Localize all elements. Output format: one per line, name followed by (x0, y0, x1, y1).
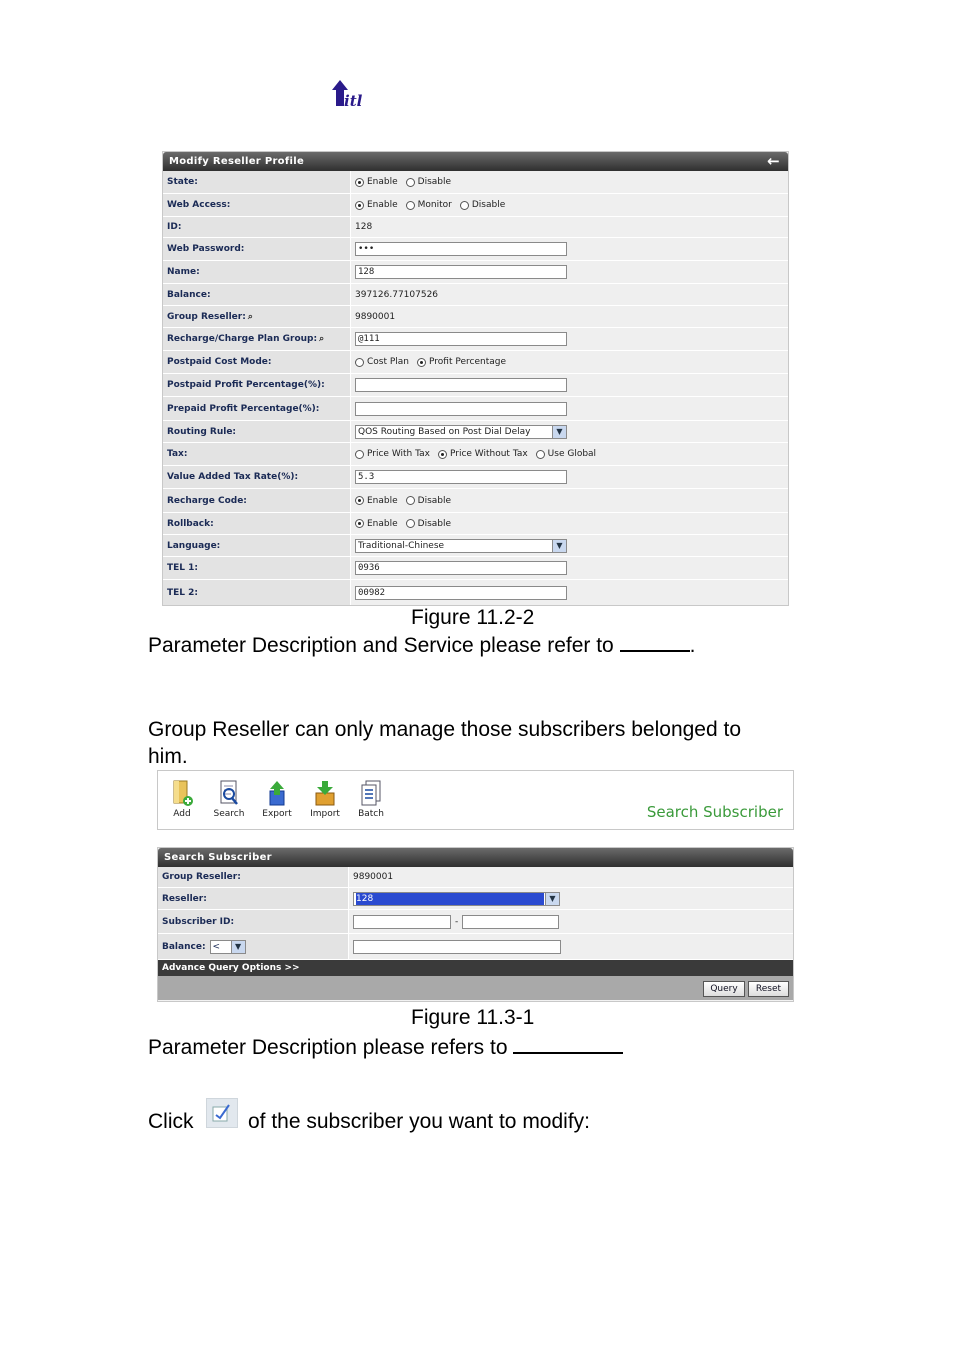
balance-label: Balance: < ▼ (158, 934, 349, 959)
name-label: Name: (163, 261, 351, 283)
postpaid-mode-label: Postpaid Cost Mode: (163, 351, 351, 373)
search-subscriber-panel (157, 847, 794, 1002)
radio-icon (536, 450, 545, 459)
reset-button[interactable]: Reset (748, 981, 789, 997)
tel1-input[interactable]: 0936 (355, 561, 567, 575)
company-logo (330, 78, 370, 110)
row-id (163, 217, 788, 238)
radio-icon (438, 450, 447, 459)
reseller-select[interactable]: 128 ▼ (353, 892, 560, 906)
chevron-down-icon: ▼ (231, 941, 245, 953)
radio-icon (406, 178, 415, 187)
web-access-label: Web Access: (163, 194, 351, 216)
rollback-enable-radio[interactable]: Enable (355, 519, 398, 529)
subscriber-id-to-input[interactable] (462, 915, 559, 929)
row-recharge-code (163, 489, 788, 513)
row-tax (163, 443, 788, 466)
tel2-input[interactable]: 00982 (355, 586, 567, 600)
radio-icon (355, 358, 364, 367)
radio-icon (355, 496, 364, 505)
row-balance (163, 284, 788, 306)
tax-label: Tax: (163, 443, 351, 465)
language-select[interactable]: Traditional-Chinese ▼ (355, 539, 567, 553)
state-disable-radio[interactable]: Disable (406, 177, 451, 187)
figure-caption-1: Figure 11.2-2 (411, 606, 535, 629)
export-icon (265, 779, 289, 807)
reseller-label: Reseller: (158, 888, 349, 909)
subscriber-id-from-input[interactable] (353, 915, 451, 929)
advanced-query-toggle[interactable]: Advance Query Options >> (158, 960, 793, 976)
modify-reseller-panel (162, 151, 789, 606)
chevron-down-icon: ▼ (552, 426, 566, 438)
radio-icon (355, 178, 364, 187)
balance-label: Balance: (163, 284, 351, 305)
group-reseller-label: Group Reseller: (158, 867, 349, 887)
magnifier-icon[interactable]: ⌕ (319, 334, 325, 344)
row-vat-rate (163, 466, 788, 489)
group-reseller-value: 9890001 (351, 306, 788, 327)
vat-rate-input[interactable]: 5.3 (355, 470, 567, 484)
row-prepaid-profit (163, 397, 788, 421)
back-arrow-icon[interactable]: ← (767, 152, 780, 170)
click-text: Click (148, 1110, 194, 1133)
row-postpaid-mode (163, 351, 788, 374)
balance-input[interactable] (353, 940, 561, 954)
paragraph-2-line1: Group Reseller can only manage those subscribers belonged to (148, 718, 742, 741)
rollback-label: Rollback: (163, 513, 351, 534)
range-separator: - (455, 916, 459, 927)
click-instruction: of the subscriber you want to modify: (248, 1110, 590, 1133)
state-label: State: (163, 171, 351, 193)
row-postpaid-profit (163, 374, 788, 397)
import-button[interactable]: Import (305, 779, 345, 819)
add-button[interactable]: Add (162, 779, 202, 819)
row-tel1 (163, 557, 788, 580)
radio-icon (417, 358, 426, 367)
svg-text:itl: itl (344, 92, 363, 110)
tel2-label: TEL 2: (163, 580, 351, 605)
paragraph-1: Parameter Description and Service please refer to . (148, 634, 696, 657)
recharge-plan-label: Recharge/Charge Plan Group: ⌕ (163, 328, 351, 350)
row-name (163, 261, 788, 284)
reference-blank (620, 632, 690, 652)
row-group-reseller (158, 867, 793, 888)
use-global-radio[interactable]: Use Global (536, 449, 596, 459)
row-balance (158, 934, 793, 960)
prepaid-profit-label: Prepaid Profit Percentage(%): (163, 397, 351, 420)
row-rollback (163, 513, 788, 535)
id-value: 128 (351, 217, 788, 237)
id-label: ID: (163, 217, 351, 237)
rollback-disable-radio[interactable]: Disable (406, 519, 451, 529)
row-web-access (163, 194, 788, 217)
panel-title: Search Subscriber (164, 852, 272, 863)
row-reseller (158, 888, 793, 910)
radio-icon (355, 450, 364, 459)
radio-icon (355, 201, 364, 210)
add-icon (170, 779, 194, 807)
price-with-tax-radio[interactable]: Price With Tax (355, 449, 430, 459)
batch-button[interactable]: Batch (351, 779, 391, 819)
prepaid-profit-input[interactable] (355, 402, 567, 416)
figure-caption-2: Figure 11.3-1 (411, 1006, 535, 1029)
radio-icon (406, 496, 415, 505)
modify-icon (206, 1098, 238, 1128)
toolbar-title: Search Subscriber (646, 803, 783, 821)
reference-blank (513, 1034, 623, 1054)
name-input[interactable]: 128 (355, 265, 567, 279)
radio-icon (406, 519, 415, 528)
group-reseller-label: Group Reseller: ⌕ (163, 306, 351, 327)
postpaid-profit-input[interactable] (355, 378, 567, 392)
subscriber-toolbar (157, 770, 794, 830)
panel-header (163, 152, 788, 171)
chevron-down-icon: ▼ (545, 893, 559, 905)
import-icon (313, 779, 337, 807)
recharge-plan-input[interactable]: @111 (355, 332, 567, 346)
magnifier-icon[interactable]: ⌕ (247, 311, 253, 322)
radio-icon (460, 201, 469, 210)
balance-operator-select[interactable]: < ▼ (210, 940, 246, 954)
query-button[interactable]: Query (703, 981, 745, 997)
batch-icon (359, 779, 383, 807)
panel-title: Modify Reseller Profile (169, 156, 305, 167)
routing-rule-select[interactable]: QOS Routing Based on Post Dial Delay ▼ (355, 425, 567, 439)
tel1-label: TEL 1: (163, 557, 351, 579)
subscriber-id-label: Subscriber ID: (158, 910, 349, 933)
vat-rate-label: Value Added Tax Rate(%): (163, 466, 351, 488)
state-enable-radio[interactable]: Enable (355, 177, 398, 187)
paragraph-3: Parameter Description please refers to (148, 1034, 623, 1060)
web-access-monitor-radio[interactable]: Monitor (406, 200, 452, 210)
panel-header (158, 848, 793, 867)
web-password-label: Web Password: (163, 238, 351, 260)
row-tel2 (163, 580, 788, 605)
language-label: Language: (163, 535, 351, 556)
row-language (163, 535, 788, 557)
price-without-tax-radio[interactable]: Price Without Tax (438, 449, 528, 459)
paragraph-2-line2: him. (148, 745, 188, 768)
export-button[interactable]: Export (257, 779, 297, 819)
profit-percentage-radio[interactable]: Profit Percentage (417, 357, 506, 367)
recharge-code-enable-radio[interactable]: Enable (355, 496, 398, 506)
group-reseller-value: 9890001 (349, 867, 793, 887)
radio-icon (355, 519, 364, 528)
recharge-code-label: Recharge Code: (163, 489, 351, 512)
row-recharge-plan (163, 328, 788, 351)
row-group-reseller (163, 306, 788, 328)
recharge-code-disable-radio[interactable]: Disable (406, 496, 451, 506)
row-subscriber-id (158, 910, 793, 934)
chevron-down-icon: ▼ (552, 540, 566, 552)
row-routing-rule (163, 421, 788, 443)
web-access-disable-radio[interactable]: Disable (460, 200, 505, 210)
routing-rule-label: Routing Rule: (163, 421, 351, 442)
row-state (163, 171, 788, 194)
postpaid-profit-label: Postpaid Profit Percentage(%): (163, 374, 351, 396)
search-button[interactable]: Search (209, 779, 249, 819)
web-access-enable-radio[interactable]: Enable (355, 200, 398, 210)
balance-value: 397126.77107526 (351, 284, 788, 305)
row-web-password (163, 238, 788, 261)
search-button-bar (158, 976, 793, 1000)
search-icon (217, 779, 241, 807)
web-password-input[interactable]: ••• (355, 242, 567, 256)
radio-icon (406, 201, 415, 210)
cost-plan-radio[interactable]: Cost Plan (355, 357, 409, 367)
